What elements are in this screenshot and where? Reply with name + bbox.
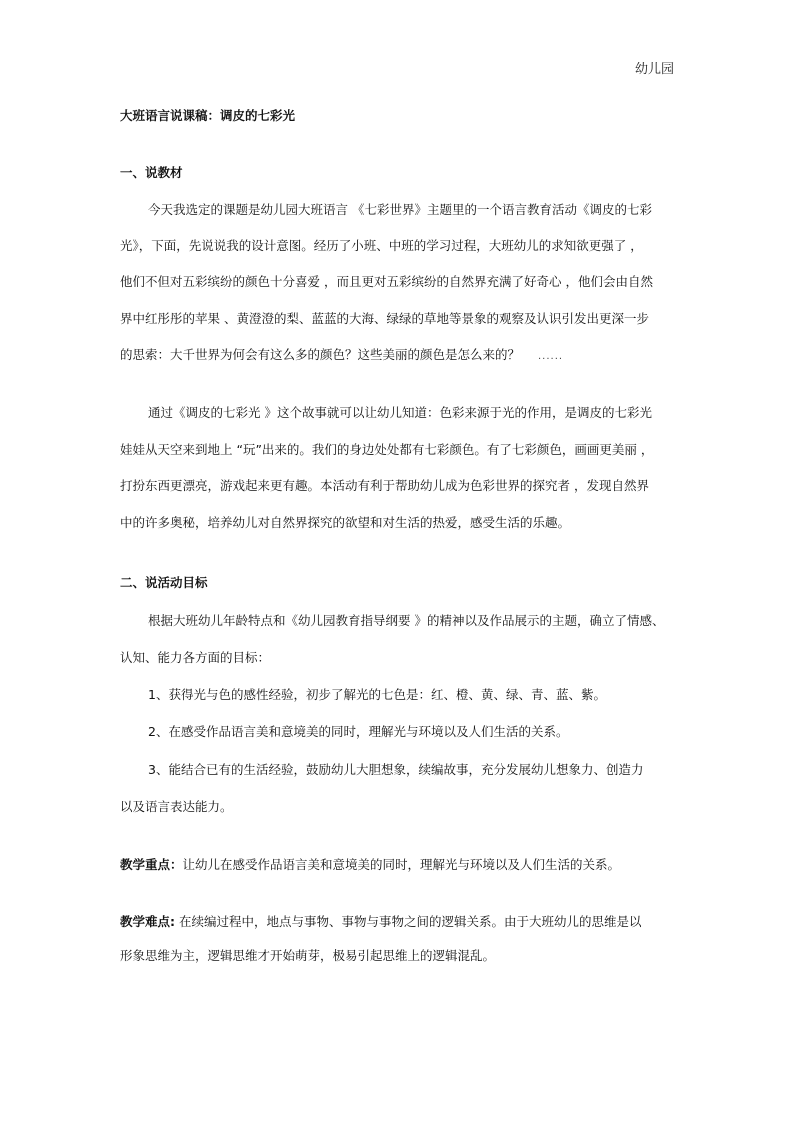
paragraph-line: 光》，下面，先说说我的设计意图。经历了小班、中班的学习过程，大班幼儿的求知欲更强了 ， <box>120 238 643 253</box>
goal-item: 2、在感受作品语言美和意境美的同时，理解光与环境以及人们生活的关系。 <box>148 724 569 739</box>
section2-heading: 二、说活动目标 <box>120 575 208 590</box>
difficulty-label: 教学难点: <box>120 914 175 929</box>
paragraph-line-with-ellipsis <box>120 345 563 367</box>
paragraph-line: 通过《调皮的七彩光 》这个故事就可以让幼儿知道：色彩来源于光的作用，是调皮的七彩光 <box>148 405 652 420</box>
key-point <box>120 855 620 875</box>
difficulty-point <box>120 912 641 932</box>
difficulty-text: 在续编过程中，地点与事物、事物与事物之间的逻辑关系。由于大班幼儿的思维是以 <box>175 914 642 929</box>
goal-item-continued: 以及语言表达能力。 <box>120 799 233 814</box>
ellipsis: ...... <box>538 351 564 362</box>
paragraph-line: 今天我选定的课题是幼儿园大班语言 《七彩世界》主题里的一个语言教育活动《调皮的七彩 <box>148 202 652 217</box>
paragraph-line: 打扮东西更漂亮，游戏起来更有趣。本活动有利于帮助幼儿成为色彩世界的探究者 ，发现自然界 <box>120 478 649 493</box>
paragraph-line: 他们不但对五彩缤纷的颜色十分喜爱 ，而且更对五彩缤纷的自然界充满了好奇心 ，他们会由自然 <box>120 274 653 289</box>
goal-item: 1、获得光与色的感性经验，初步了解光的七色是：红、橙、黄、绿、青、蓝、紫。 <box>148 687 606 702</box>
difficulty-text-continued: 形象思维为主，逻辑思维才开始萌芽，极易引起思维上的逻辑混乱。 <box>120 948 496 963</box>
paragraph-line: 娃娃从天空来到地上 “玩”出来的。我们的身边处处都有七彩颜色。有了七彩颜色，画画更美丽 ， <box>120 442 654 457</box>
goal-item: 3、能结合已有的生活经验，鼓励幼儿大胆想象，续编故事，充分发展幼儿想象力、创造力 <box>148 762 644 777</box>
section1-heading: 一、说教材 <box>120 165 183 180</box>
key-point-text: 让幼儿在感受作品语言美和意境美的同时，理解光与环境以及人们生活的关系。 <box>182 857 621 872</box>
paragraph-line: 认知、能力各方面的目标： <box>120 650 271 665</box>
paragraph-text: 的思索：大千世界为何会有这么多的颜色？这些美丽的颜色是怎么来的？ <box>120 347 521 362</box>
page-header: 幼儿园 <box>634 62 674 77</box>
key-point-label: 教学重点： <box>120 857 183 872</box>
document-title: 大班语言说课稿：调皮的七彩光 <box>120 108 296 123</box>
paragraph-line: 根据大班幼儿年龄特点和《幼儿园教育指导纲要 》的精神以及作品展示的主题，确立了情感、 <box>148 613 665 628</box>
paragraph-line: 中的许多奥秘，培养幼儿对自然界探究的欲望和对生活的热爱，感受生活的乐趣。 <box>120 515 571 530</box>
paragraph-line: 界中红彤彤的苹果 、黄澄澄的梨、蓝蓝的大海、绿绿的草地等景象的观察及认识引发出更深一步 <box>120 311 649 326</box>
